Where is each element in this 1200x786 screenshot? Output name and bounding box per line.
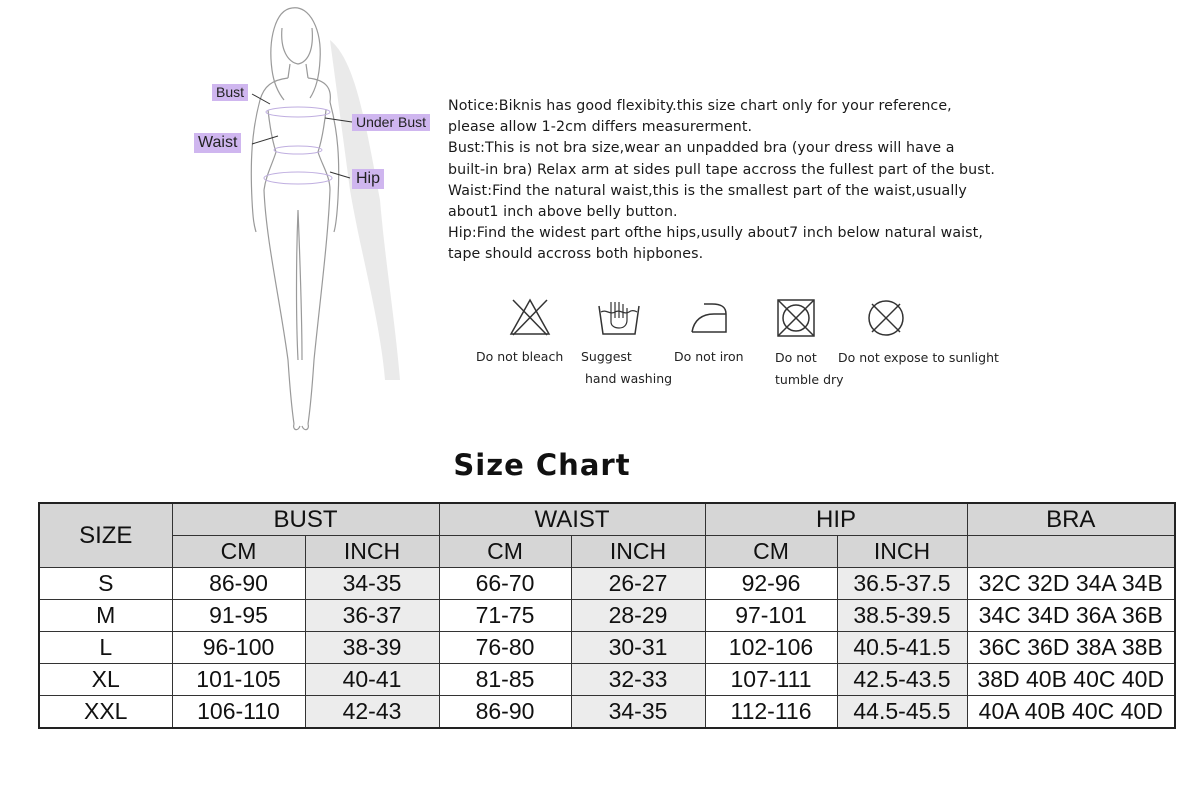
notice-line: Bust:This is not bra size,wear an unpadded bra (your dress will have a <box>448 140 955 157</box>
no-sunlight-icon <box>866 298 906 343</box>
cell-hip-inch: 44.5-45.5 <box>837 696 967 729</box>
cell-bust-cm: 106-110 <box>172 696 305 729</box>
notice-line: tape should accross both hipbones. <box>448 246 704 263</box>
subheader-waist-inch: INCH <box>571 536 705 568</box>
cell-size: L <box>39 632 172 664</box>
header-bust: BUST <box>172 503 439 536</box>
care-label-hand-wash-2: hand washing <box>585 371 673 386</box>
subheader-hip-inch: INCH <box>837 536 967 568</box>
header-bra: BRA <box>967 503 1175 536</box>
cell-waist-inch: 34-35 <box>571 696 705 729</box>
notice-line: please allow 1-2cm differs measurerment. <box>448 119 753 136</box>
cell-bust-cm: 86-90 <box>172 568 305 600</box>
cell-bust-inch: 40-41 <box>305 664 439 696</box>
no-bleach-icon <box>509 297 551 342</box>
care-label-no-tumble-1: Do not <box>775 350 817 365</box>
cell-hip-inch: 36.5-37.5 <box>837 568 967 600</box>
cell-size: XL <box>39 664 172 696</box>
body-measurement-figure <box>180 0 460 440</box>
care-label-no-sunlight: Do not expose to sunlight <box>838 350 999 365</box>
header-size: SIZE <box>39 503 172 568</box>
notice-text <box>448 96 1048 266</box>
subheader-bust-inch: INCH <box>305 536 439 568</box>
cell-bust-cm: 91-95 <box>172 600 305 632</box>
bust-label: Bust <box>212 84 248 101</box>
size-chart-title: Size Chart <box>453 448 631 482</box>
subheader-waist-cm: CM <box>439 536 571 568</box>
cell-bust-inch: 34-35 <box>305 568 439 600</box>
subheader-bra-empty <box>967 536 1175 568</box>
table-row <box>39 568 1175 600</box>
cell-hip-cm: 112-116 <box>705 696 837 729</box>
notice-line: built-in bra) Relax arm at sides pull tape accross the fullest part of the bust. <box>448 161 995 178</box>
cell-waist-cm: 81-85 <box>439 664 571 696</box>
cell-waist-cm: 86-90 <box>439 696 571 729</box>
care-label-hand-wash-1: Suggest <box>581 349 632 364</box>
cell-bra: 36C 36D 38A 38B <box>967 632 1175 664</box>
cell-size: M <box>39 600 172 632</box>
waist-label: Waist <box>194 133 241 153</box>
cell-hip-cm: 107-111 <box>705 664 837 696</box>
cell-bust-cm: 96-100 <box>172 632 305 664</box>
cell-waist-cm: 66-70 <box>439 568 571 600</box>
under-bust-label: Under Bust <box>352 114 430 131</box>
cell-waist-inch: 26-27 <box>571 568 705 600</box>
cell-bra: 38D 40B 40C 40D <box>967 664 1175 696</box>
cell-bra: 40A 40B 40C 40D <box>967 696 1175 729</box>
header-hip: HIP <box>705 503 967 536</box>
cell-waist-inch: 32-33 <box>571 664 705 696</box>
cell-bust-inch: 42-43 <box>305 696 439 729</box>
care-label-no-iron: Do not iron <box>674 349 744 364</box>
header-waist: WAIST <box>439 503 705 536</box>
notice-line: Hip:Find the widest part ofthe hips,usully about7 inch below natural waist, <box>448 225 983 242</box>
cell-waist-cm: 76-80 <box>439 632 571 664</box>
table-row <box>39 600 1175 632</box>
subheader-hip-cm: CM <box>705 536 837 568</box>
cell-hip-inch: 40.5-41.5 <box>837 632 967 664</box>
cell-waist-inch: 28-29 <box>571 600 705 632</box>
woman-figure-illustration <box>180 0 460 440</box>
cell-hip-inch: 38.5-39.5 <box>837 600 967 632</box>
cell-hip-inch: 42.5-43.5 <box>837 664 967 696</box>
care-label-no-bleach: Do not bleach <box>476 349 564 364</box>
table-row <box>39 664 1175 696</box>
cell-bra: 32C 32D 34A 34B <box>967 568 1175 600</box>
cell-waist-inch: 30-31 <box>571 632 705 664</box>
cell-hip-cm: 92-96 <box>705 568 837 600</box>
table-row <box>39 632 1175 664</box>
cell-bust-inch: 36-37 <box>305 600 439 632</box>
cell-bust-cm: 101-105 <box>172 664 305 696</box>
hip-label: Hip <box>352 169 384 189</box>
cell-size: S <box>39 568 172 600</box>
cell-size: XXL <box>39 696 172 729</box>
hand-wash-icon <box>597 298 641 343</box>
cell-waist-cm: 71-75 <box>439 600 571 632</box>
no-iron-icon <box>690 300 728 341</box>
notice-line: Waist:Find the natural waist,this is the smallest part of the waist,usually <box>448 182 967 199</box>
cell-hip-cm: 102-106 <box>705 632 837 664</box>
size-chart-table <box>38 502 1176 729</box>
care-label-no-tumble-2: tumble dry <box>775 372 844 387</box>
cell-bra: 34C 34D 36A 36B <box>967 600 1175 632</box>
table-row <box>39 696 1175 729</box>
notice-line: about1 inch above belly button. <box>448 204 678 221</box>
cell-hip-cm: 97-101 <box>705 600 837 632</box>
subheader-bust-cm: CM <box>172 536 305 568</box>
no-tumble-dry-icon <box>776 298 816 343</box>
cell-bust-inch: 38-39 <box>305 632 439 664</box>
notice-line: Notice:Biknis has good flexibity.this size chart only for your reference, <box>448 98 952 114</box>
